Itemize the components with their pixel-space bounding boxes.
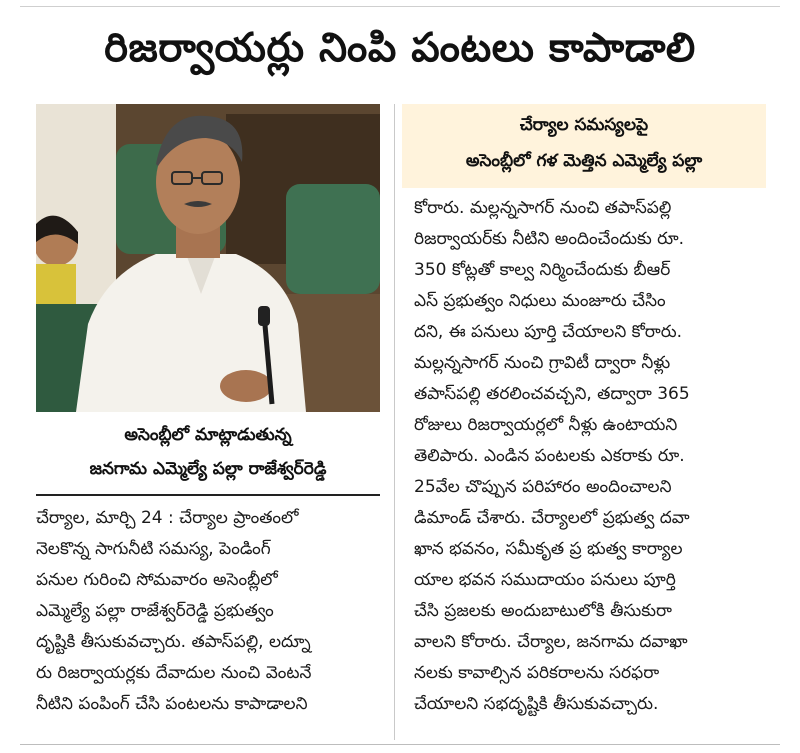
subheading-line-2: అసెంబ్లీలో గళ మెత్తిన ఎమ్మెల్యే పల్లా (465, 151, 703, 171)
bottom-rule (20, 744, 780, 745)
article-line: చేసి ప్రజలకు అందుబాటులోకి తీసుకురా (414, 601, 672, 621)
caption-line-2: జనగామ ఎమ్మెల్యే పల్లా రాజేశ్వర్‌రెడ్డి (89, 459, 327, 479)
article-line: పనుల గురించి సోమవారం అసెంబ్లీలో (36, 570, 278, 590)
photo-caption (36, 418, 380, 490)
subheading-line-1: చేర్యాల సమస్యలపై (519, 115, 649, 135)
article-line: చేర్యాల, మార్చి 24 : చేర్యాల ప్రాంతంలో (36, 508, 299, 528)
article-line: నీటిని పంపింగ్ చేసి పంటలను కాపాడాలని (36, 694, 308, 714)
article-line: దృష్టికి తీసుకువచ్చారు. తపాస్‌పల్లి, లద్నూ (36, 632, 311, 652)
article-line: కోరారు. మల్లన్నసాగర్ నుంచి తపాస్‌పల్లి (414, 198, 672, 218)
top-rule (20, 6, 780, 7)
article-line: 350 కోట్లతో కాల్వ నిర్మించేందుకు బీఆర్ (414, 260, 671, 280)
article-column-right (414, 193, 764, 720)
article-line: ఖాన భవనం, సమీకృత ప్ర భుత్వ కార్యాల (414, 539, 683, 559)
article-line: మల్లన్నసాగర్ నుంచి గ్రావిటీ ద్వారా నీళ్లు (414, 353, 671, 373)
mla-speaking-photo (36, 104, 380, 412)
article-line: చేయాలని సభదృష్టికి తీసుకువచ్చారు. (414, 694, 659, 714)
article-column-left (36, 503, 380, 720)
article-line: దని, ఈ పనులు పూర్తి చేయాలని కోరారు. (414, 322, 683, 342)
article-line: నెలకొన్న సాగునీటి సమస్య, పెండింగ్ (36, 539, 271, 559)
article-line: యాల భవన సముదాయం పనులు పూర్తి (414, 570, 676, 590)
article-line: రు రిజర్వాయర్లకు దేవాదుల నుంచి వెంటనే (36, 663, 312, 683)
article-line: తెలిపారు. ఎండిన పంటలకు ఎకరాకు రూ. (414, 446, 685, 466)
column-divider (394, 104, 395, 740)
article-line: వాలని కోరారు. చేర్యాల, జనగామ దవాఖా (414, 632, 688, 652)
headline: రిజర్వాయర్లు నింపి పంటలు కాపాడాలి (104, 25, 696, 71)
article-line: తపాస్‌పల్లి తరలించవచ్చని, తద్వారా 365 (414, 384, 690, 404)
caption-line-1: అసెంబ్లీలో మాట్లాడుతున్న (124, 425, 292, 445)
article-line: నలకు కావాల్సిన పరికరాలను సరఫరా (414, 663, 660, 683)
subheading-box (402, 104, 766, 188)
article-line: ఎస్ ప్రభుత్వం నిధులు మంజూరు చేసిం (414, 291, 666, 311)
article-line: డిమాండ్ చేశారు. చేర్యాలలో ప్రభుత్వ దవా (414, 508, 690, 528)
article-line: ఎమ్మెల్యే పల్లా రాజేశ్వర్‌రెడ్డి ప్రభుత్వం (36, 601, 274, 621)
article-line: రోజులు రిజర్వాయర్లలో నీళ్లు ఉంటాయని (414, 415, 678, 435)
caption-rule (36, 494, 380, 496)
article-line: 25వేల చొప్పున పరిహారం అందించాలని (414, 477, 672, 497)
article-line: రిజర్వాయర్‌కు నీటిని అందించేందుకు రూ. (414, 229, 684, 249)
